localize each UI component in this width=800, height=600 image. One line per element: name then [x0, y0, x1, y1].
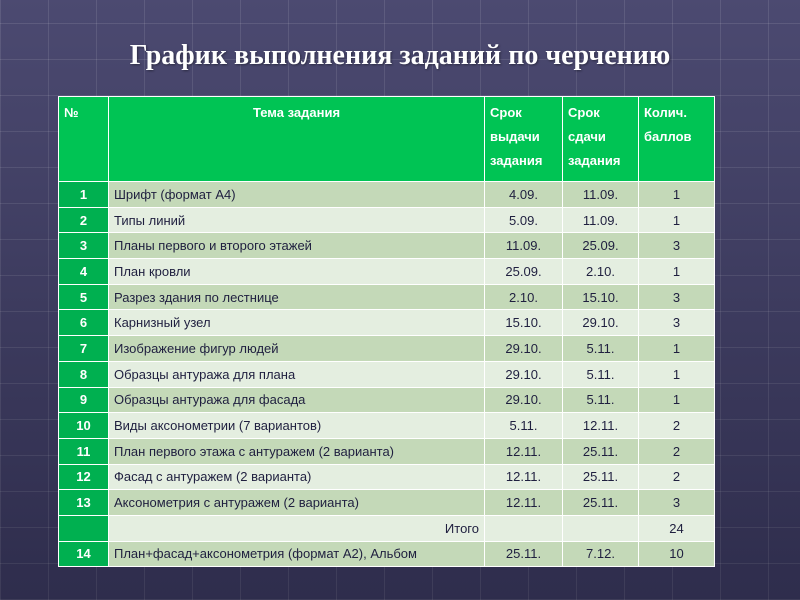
task-topic: Типы линий: [109, 207, 485, 233]
issue-date: 15.10.: [485, 310, 563, 336]
row-number: 2: [59, 207, 109, 233]
points: 1: [639, 259, 715, 285]
row-number: 7: [59, 336, 109, 362]
row-number: 1: [59, 182, 109, 208]
table-row: [59, 336, 715, 362]
points: 1: [639, 336, 715, 362]
due-date: 29.10.: [563, 310, 639, 336]
task-topic: Разрез здания по лестнице: [109, 284, 485, 310]
task-topic: Виды аксонометрии (7 вариантов): [109, 413, 485, 439]
task-topic: Образцы антуража для фасада: [109, 387, 485, 413]
col-header-due-date: Срок сдачи задания: [563, 97, 639, 182]
table-row: [59, 182, 715, 208]
due-date: 11.09.: [563, 207, 639, 233]
task-topic: Аксонометрия с антуражем (2 варианта): [109, 490, 485, 516]
row-number: 8: [59, 361, 109, 387]
due-date: 5.11.: [563, 387, 639, 413]
due-date: 5.11.: [563, 336, 639, 362]
schedule-table: [58, 96, 715, 567]
due-date: 25.11.: [563, 438, 639, 464]
due-date: 25.09.: [563, 233, 639, 259]
due-date: 5.11.: [563, 361, 639, 387]
points: 3: [639, 490, 715, 516]
issue-date: 5.09.: [485, 207, 563, 233]
task-topic: Фасад с антуражем (2 варианта): [109, 464, 485, 490]
due-date: 12.11.: [563, 413, 639, 439]
col-header-points: Колич. баллов: [639, 97, 715, 182]
task-topic: План+фасад+аксонометрия (формат А2), Альбом: [109, 541, 485, 567]
issue-date: 12.11.: [485, 490, 563, 516]
total-label: Итого: [109, 515, 485, 541]
task-topic: Образцы антуража для плана: [109, 361, 485, 387]
task-topic: Шрифт (формат А4): [109, 182, 485, 208]
page-title: График выполнения заданий по черчению: [129, 40, 671, 71]
issue-date: 25.09.: [485, 259, 563, 285]
due-date: 25.11.: [563, 490, 639, 516]
table-row: [59, 413, 715, 439]
task-topic: Карнизный узел: [109, 310, 485, 336]
table-row: [59, 310, 715, 336]
issue-date: 5.11.: [485, 413, 563, 439]
due-date: 2.10.: [563, 259, 639, 285]
total-row: [59, 515, 715, 541]
row-number: 14: [59, 541, 109, 567]
table-row: [59, 387, 715, 413]
table-row: [59, 541, 715, 567]
task-topic: Планы первого и второго этажей: [109, 233, 485, 259]
points: 3: [639, 284, 715, 310]
task-topic: План первого этажа с антуражем (2 варианта): [109, 438, 485, 464]
points: 1: [639, 182, 715, 208]
task-topic: Изображение фигур людей: [109, 336, 485, 362]
row-number: 10: [59, 413, 109, 439]
row-number: 11: [59, 438, 109, 464]
table-row: [59, 490, 715, 516]
issue-date: 29.10.: [485, 387, 563, 413]
col-header-topic: Тема задания: [109, 97, 485, 182]
empty-cell: [563, 515, 639, 541]
issue-date: 11.09.: [485, 233, 563, 259]
row-number: 12: [59, 464, 109, 490]
points: 3: [639, 233, 715, 259]
row-number: 3: [59, 233, 109, 259]
points: 2: [639, 464, 715, 490]
table-row: [59, 207, 715, 233]
col-header-num: №: [59, 97, 109, 182]
issue-date: 2.10.: [485, 284, 563, 310]
row-number: 4: [59, 259, 109, 285]
table-row: [59, 361, 715, 387]
row-number: 6: [59, 310, 109, 336]
due-date: 15.10.: [563, 284, 639, 310]
total-points: 24: [639, 515, 715, 541]
due-date: 7.12.: [563, 541, 639, 567]
row-number: 9: [59, 387, 109, 413]
due-date: 25.11.: [563, 464, 639, 490]
table-row: [59, 259, 715, 285]
row-number: 13: [59, 490, 109, 516]
task-topic: План кровли: [109, 259, 485, 285]
issue-date: 4.09.: [485, 182, 563, 208]
issue-date: 29.10.: [485, 361, 563, 387]
issue-date: 25.11.: [485, 541, 563, 567]
empty-cell: [485, 515, 563, 541]
table-row: [59, 438, 715, 464]
col-header-issue-date: Срок выдачи задания: [485, 97, 563, 182]
due-date: 11.09.: [563, 182, 639, 208]
issue-date: 12.11.: [485, 464, 563, 490]
row-number: 5: [59, 284, 109, 310]
points: 2: [639, 413, 715, 439]
points: 2: [639, 438, 715, 464]
issue-date: 29.10.: [485, 336, 563, 362]
table-row: [59, 284, 715, 310]
row-number-empty: [59, 515, 109, 541]
points: 1: [639, 207, 715, 233]
table-row: [59, 233, 715, 259]
points: 1: [639, 361, 715, 387]
points: 1: [639, 387, 715, 413]
points: 3: [639, 310, 715, 336]
table-row: [59, 464, 715, 490]
header-row: [59, 97, 715, 182]
issue-date: 12.11.: [485, 438, 563, 464]
points: 10: [639, 541, 715, 567]
